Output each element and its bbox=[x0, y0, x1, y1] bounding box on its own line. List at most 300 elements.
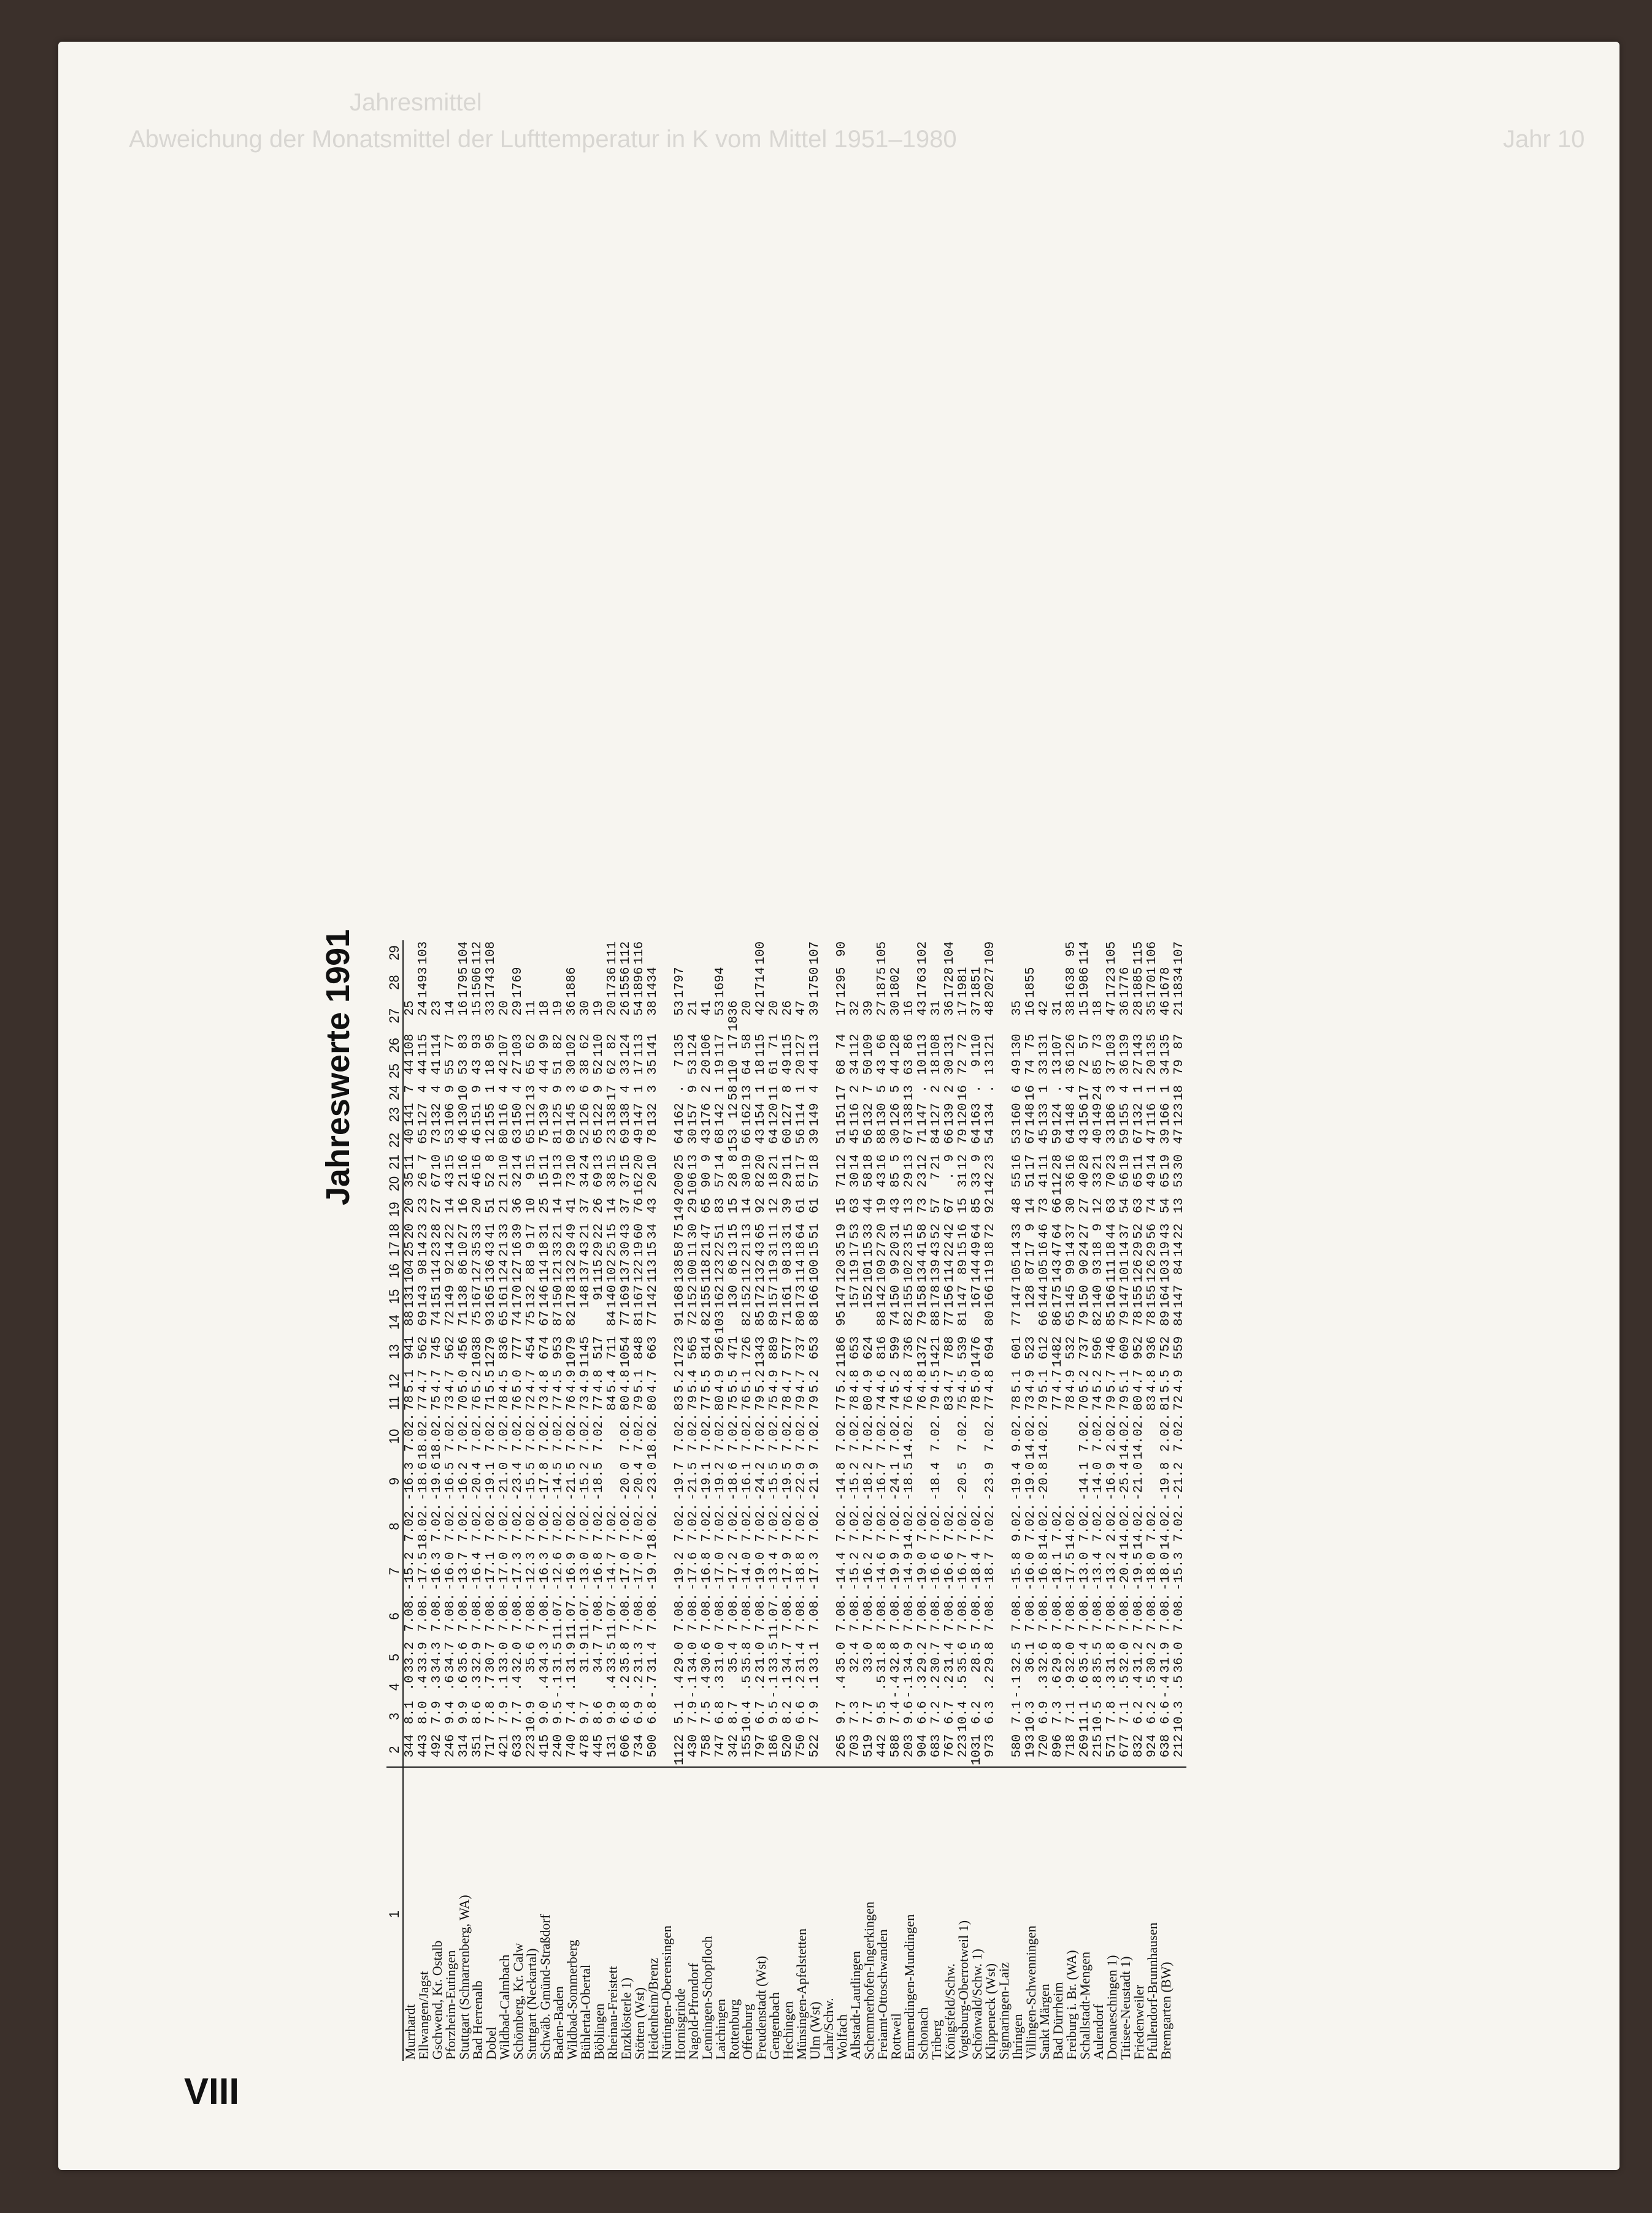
cell bbox=[1092, 940, 1105, 966]
cell: 9 bbox=[686, 1085, 701, 1093]
cell: 79 bbox=[754, 1395, 768, 1411]
cell: 6.2 bbox=[1132, 1701, 1146, 1724]
cell: 132 bbox=[565, 1259, 579, 1283]
cell: 7.4 bbox=[565, 1701, 579, 1724]
cell: 34.0 bbox=[686, 1641, 701, 1673]
cell: -24.2 bbox=[754, 1462, 768, 1501]
cell: 74 bbox=[430, 1310, 444, 1326]
cell: 140 bbox=[605, 1284, 620, 1308]
station-name: Heidenheim/Brenz bbox=[647, 1767, 660, 2061]
cell: 31.4 bbox=[943, 1641, 957, 1673]
station-name: Wildbad-Sommerberg bbox=[566, 1767, 579, 2061]
cell: 27 bbox=[430, 1197, 444, 1214]
cell: 737 bbox=[794, 1336, 809, 1360]
cell: 223 bbox=[956, 1734, 970, 1758]
cell: 139 bbox=[1118, 1034, 1132, 1057]
cell: 10 bbox=[916, 1059, 930, 1075]
cell bbox=[498, 966, 512, 999]
cell bbox=[431, 940, 444, 966]
cell: 736 bbox=[902, 1336, 916, 1360]
cell: 60 bbox=[781, 1129, 795, 1145]
cell: -14.1 bbox=[1078, 1462, 1092, 1501]
station-name: Hornisgrinde bbox=[674, 1767, 687, 2061]
cell: 112 bbox=[1051, 1172, 1065, 1195]
table-row bbox=[498, 940, 512, 2061]
cell: .4 bbox=[511, 1675, 525, 1691]
cell: 162 bbox=[632, 1172, 647, 1195]
cell: 29 bbox=[1132, 1241, 1146, 1257]
cell: 79 bbox=[1118, 1310, 1132, 1326]
cell: -21.2 bbox=[1172, 1462, 1186, 1501]
cell: 31.3 bbox=[632, 1641, 647, 1673]
cell: -21.5 bbox=[686, 1462, 701, 1501]
cell: 7.08. bbox=[430, 1593, 444, 1632]
station-name: Lenningen-Schopfloch bbox=[701, 1767, 714, 2061]
cell: .4 bbox=[700, 1675, 714, 1691]
cell: 20 bbox=[403, 1223, 417, 1239]
cell: 7.08. bbox=[471, 1593, 485, 1632]
cell: 79 bbox=[632, 1395, 647, 1411]
cell: 102 bbox=[902, 1259, 916, 1283]
cell bbox=[997, 1394, 1011, 1412]
cell: 19 bbox=[1118, 1154, 1132, 1170]
cell: 4.9 bbox=[1172, 1369, 1186, 1393]
cell: 102 bbox=[916, 941, 930, 965]
cell: 7.08. bbox=[1172, 1593, 1186, 1632]
cell: 51 bbox=[713, 1223, 728, 1239]
cell bbox=[849, 966, 862, 999]
cell: 14 bbox=[551, 1197, 566, 1214]
cell: 77 bbox=[1051, 1395, 1065, 1411]
table-row bbox=[903, 940, 916, 2061]
cell: 7.02. bbox=[498, 1503, 512, 1542]
cell: 20 bbox=[794, 1059, 809, 1075]
cell: -16.8 bbox=[592, 1552, 606, 1591]
cell: 11 bbox=[524, 1000, 539, 1016]
cell: 38 bbox=[578, 1059, 593, 1075]
cell: -17.3 bbox=[808, 1552, 822, 1591]
cell: 33 bbox=[498, 1223, 512, 1239]
cell: 7.08. bbox=[1091, 1593, 1105, 1632]
cell: 77 bbox=[700, 1395, 714, 1411]
cell: 78 bbox=[1064, 1395, 1078, 1411]
cell: 131 bbox=[605, 1734, 620, 1758]
cell: 44 bbox=[538, 1059, 552, 1075]
cell: 7.02. bbox=[511, 1503, 525, 1542]
cell bbox=[997, 1127, 1011, 1153]
cell: 32 bbox=[511, 1172, 525, 1188]
cell: 98 bbox=[781, 1259, 795, 1275]
cell: 15 bbox=[538, 1172, 552, 1188]
cell: 1 bbox=[1145, 1085, 1159, 1093]
cell: 973 bbox=[983, 1734, 997, 1758]
cell: 7.7 bbox=[862, 1701, 876, 1724]
cell: 87 bbox=[551, 1310, 566, 1326]
cell: 79 bbox=[808, 1395, 822, 1411]
cell: 12 bbox=[484, 1129, 498, 1145]
cell: 539 bbox=[956, 1336, 970, 1360]
cell: 7.08. bbox=[943, 1593, 957, 1632]
cell: 101 bbox=[862, 1259, 876, 1283]
cell: 134 bbox=[916, 1259, 930, 1283]
cell: 726 bbox=[740, 1336, 755, 1360]
cell bbox=[728, 966, 741, 999]
cell bbox=[660, 966, 674, 999]
cell: -17.5 bbox=[1064, 1552, 1078, 1591]
cell: 155 bbox=[1132, 1284, 1146, 1308]
cell: 1054 bbox=[619, 1336, 633, 1367]
cell: 115 bbox=[417, 1034, 431, 1057]
station-name: Rottenburg bbox=[728, 1767, 741, 2061]
cell: -21.0 bbox=[1132, 1462, 1146, 1501]
cell: 53 bbox=[673, 1000, 687, 1016]
cell: 66 bbox=[740, 1129, 755, 1145]
cell: 2 bbox=[943, 1085, 957, 1093]
cell: 193 bbox=[1024, 1734, 1038, 1758]
table-row bbox=[1092, 940, 1105, 2061]
cell: 13 bbox=[902, 1197, 916, 1214]
cell: 84 bbox=[929, 1129, 943, 1145]
cell: 7.08. bbox=[956, 1593, 970, 1632]
cell bbox=[930, 966, 943, 999]
cell: 54 bbox=[983, 1129, 997, 1145]
cell: 20 bbox=[403, 1197, 417, 1214]
cell: 83 bbox=[713, 1197, 728, 1214]
cell: 76 bbox=[511, 1395, 525, 1411]
cell: 4.7 bbox=[1051, 1369, 1065, 1393]
table-row bbox=[525, 940, 539, 2061]
cell: 43 bbox=[916, 1000, 930, 1016]
cell: 7.5 bbox=[700, 1701, 714, 1724]
cell: 152 bbox=[862, 1284, 876, 1308]
cell: 65 bbox=[754, 1223, 768, 1239]
cell: 75 bbox=[767, 1395, 782, 1411]
cell: 64 bbox=[1051, 1223, 1065, 1239]
cell: 16 bbox=[511, 1241, 525, 1257]
cell: 767 bbox=[943, 1734, 957, 1758]
table-row bbox=[930, 940, 943, 2061]
cell: 7 bbox=[673, 1059, 687, 1067]
cell: 112 bbox=[471, 941, 485, 965]
cell bbox=[579, 1674, 593, 1700]
cell: 111 bbox=[605, 941, 620, 965]
cell: 10.9 bbox=[524, 1701, 539, 1732]
table-row bbox=[674, 940, 687, 2061]
cell: -15.3 bbox=[1172, 1552, 1186, 1591]
cell: 82 bbox=[551, 1034, 566, 1049]
cell: 100 bbox=[754, 941, 768, 965]
column-header-27: 27 bbox=[386, 999, 403, 1032]
cell: 30 bbox=[686, 1129, 701, 1145]
cell: -17.3 bbox=[511, 1552, 525, 1591]
cell: 1723 bbox=[673, 1336, 687, 1367]
cell: 114 bbox=[1078, 941, 1092, 965]
cell: 79 bbox=[929, 1395, 943, 1411]
cell: 4.7 bbox=[417, 1369, 431, 1393]
cell: 34.3 bbox=[538, 1641, 552, 1673]
cell bbox=[782, 966, 795, 999]
cell: 43 bbox=[875, 1059, 889, 1075]
cell: 14 bbox=[1145, 1154, 1159, 1170]
cell: 70 bbox=[457, 1395, 471, 1411]
cell: -16.6 bbox=[943, 1552, 957, 1591]
cell: -19.5 bbox=[1132, 1552, 1146, 1591]
cell bbox=[552, 966, 566, 999]
cell: 456 bbox=[457, 1336, 471, 1360]
cell: 82 bbox=[605, 1034, 620, 1049]
cell: 135 bbox=[1159, 1034, 1173, 1057]
cell: 81 bbox=[956, 1310, 970, 1326]
cell: 29 bbox=[565, 1241, 579, 1257]
cell: 14 bbox=[444, 1000, 458, 1016]
cell: 565 bbox=[686, 1336, 701, 1360]
cell: 27 bbox=[511, 1059, 525, 1075]
cell: 168 bbox=[673, 1284, 687, 1308]
cell: 46 bbox=[471, 1129, 485, 1145]
cell: 114 bbox=[430, 1034, 444, 1057]
cell: 5.1 bbox=[632, 1369, 647, 1393]
cell: 84 bbox=[1172, 1259, 1186, 1275]
cell: 7.02. bbox=[524, 1503, 539, 1542]
cell: -13.0 bbox=[1078, 1552, 1092, 1591]
station-name: Schemmerhofen-Ingerkingen bbox=[862, 1767, 876, 2061]
cell: 14.02. bbox=[1118, 1413, 1132, 1460]
cell: 161 bbox=[781, 1284, 795, 1308]
table-row bbox=[916, 940, 930, 2061]
cell: 37 bbox=[619, 1172, 633, 1188]
cell: 342 bbox=[727, 1734, 741, 1758]
cell: 65 bbox=[592, 1129, 606, 1145]
table-row bbox=[768, 940, 782, 2061]
table-row bbox=[782, 940, 795, 2061]
cell: 10 bbox=[524, 1197, 539, 1214]
table-row bbox=[997, 940, 1011, 2061]
cell: 1421 bbox=[929, 1336, 943, 1367]
cell: 165 bbox=[484, 1284, 498, 1308]
cell: 17 bbox=[632, 1059, 647, 1075]
cell: 5.2 bbox=[471, 1369, 485, 1393]
cell: 63 bbox=[902, 1059, 916, 1075]
cell: 896 bbox=[1051, 1734, 1065, 1758]
cell: 7.08. bbox=[1024, 1593, 1038, 1632]
cell bbox=[997, 940, 1011, 966]
cell: 17 bbox=[794, 1154, 809, 1170]
cell: 136 bbox=[484, 1259, 498, 1283]
data-table bbox=[386, 940, 1186, 2061]
cell: 43 bbox=[700, 1129, 714, 1145]
cell: 64 bbox=[794, 1223, 809, 1239]
cell: 16 bbox=[457, 1000, 471, 1016]
cell bbox=[539, 940, 552, 966]
cell bbox=[593, 940, 606, 966]
cell: 7.02. bbox=[1145, 1503, 1159, 1542]
cell: 7.02. bbox=[430, 1503, 444, 1542]
cell: 7.02. bbox=[983, 1503, 997, 1542]
table-row bbox=[431, 940, 444, 2061]
cell: 7.08. bbox=[862, 1593, 876, 1632]
cell: 7 bbox=[929, 1172, 943, 1180]
cell: 67 bbox=[902, 1129, 916, 1145]
cell: -13.4 bbox=[1091, 1552, 1105, 1591]
cell: 67 bbox=[430, 1172, 444, 1188]
cell: 7.02. bbox=[916, 1503, 930, 1542]
cell: 15 bbox=[808, 1241, 822, 1257]
cell: 75 bbox=[956, 1395, 970, 1411]
cell: 68 bbox=[713, 1129, 728, 1145]
cell: 72 bbox=[444, 1310, 458, 1326]
cell: 4.8 bbox=[916, 1369, 930, 1393]
cell: 93 bbox=[484, 1310, 498, 1326]
cell: 711 bbox=[605, 1336, 620, 1360]
cell: 120 bbox=[835, 1259, 849, 1283]
cell: 71 bbox=[767, 1034, 782, 1049]
cell: 4.8 bbox=[848, 1369, 862, 1393]
cell bbox=[606, 1461, 620, 1502]
cell: 6.9 bbox=[1037, 1701, 1051, 1724]
cell bbox=[552, 940, 566, 966]
cell: 20 bbox=[1145, 1059, 1159, 1075]
cell: 20 bbox=[605, 1000, 620, 1016]
cell: 57 bbox=[1078, 1034, 1092, 1049]
cell: 7.02. bbox=[889, 1503, 903, 1542]
cell: 128 bbox=[1024, 1284, 1038, 1308]
cell: -16.4 bbox=[471, 1552, 485, 1591]
cell: 157 bbox=[848, 1284, 862, 1308]
cell: 7.02. bbox=[929, 1503, 943, 1542]
cell: .1 bbox=[781, 1675, 795, 1691]
cell: 51 bbox=[835, 1129, 849, 1145]
cell: 5 bbox=[889, 1085, 903, 1093]
cell: 6.2 bbox=[970, 1701, 984, 1724]
cell: 31.4 bbox=[646, 1641, 660, 1673]
cell bbox=[1011, 966, 1024, 999]
cell: 17 bbox=[835, 1085, 849, 1101]
cell: 1981 bbox=[956, 967, 970, 998]
cell: .7 bbox=[484, 1675, 498, 1691]
cell: 7.08. bbox=[740, 1593, 755, 1632]
cell: 34 bbox=[646, 1223, 660, 1239]
cell: 82 bbox=[902, 1310, 916, 1326]
station-name: Gengenbach bbox=[768, 1767, 782, 2061]
cell: 30.2 bbox=[1145, 1641, 1159, 1673]
cell: 7.02. bbox=[444, 1413, 458, 1452]
cell: 7.02. bbox=[498, 1413, 512, 1452]
cell: 126 bbox=[1132, 1259, 1146, 1283]
cell: 5.2 bbox=[835, 1369, 849, 1393]
cell: 7.02. bbox=[713, 1503, 728, 1542]
cell: 9.5 bbox=[551, 1701, 566, 1724]
cell: 4.9 bbox=[578, 1369, 593, 1393]
cell: 112 bbox=[848, 1034, 862, 1057]
cell: 8.1 bbox=[403, 1701, 417, 1724]
station-name: Donaueschingen 1) bbox=[1105, 1767, 1119, 2061]
station-name: Wolfach bbox=[836, 1767, 849, 2061]
cell bbox=[660, 1368, 674, 1394]
cell bbox=[997, 966, 1011, 999]
cell: 141 bbox=[403, 1103, 417, 1127]
cell: 848 bbox=[632, 1336, 647, 1360]
cell bbox=[1024, 940, 1038, 966]
cell bbox=[997, 1461, 1011, 1502]
station-name: Schönwald/Schw. 1) bbox=[970, 1767, 984, 2061]
cell: 223 bbox=[524, 1734, 539, 1758]
cell: 27 bbox=[1078, 1197, 1092, 1214]
cell: 7.02. bbox=[457, 1503, 471, 1542]
cell bbox=[822, 1222, 836, 1240]
cell: 105 bbox=[875, 941, 889, 965]
cell: 62 bbox=[578, 1034, 593, 1049]
cell: .5 bbox=[1145, 1675, 1159, 1691]
cell: 52 bbox=[484, 1172, 498, 1188]
cell: 88 bbox=[808, 1310, 822, 1326]
cell: 105 bbox=[1037, 1259, 1051, 1283]
cell: 15 bbox=[727, 1223, 741, 1239]
cell: . bbox=[943, 1172, 957, 1180]
cell: 2027 bbox=[983, 967, 997, 998]
cell: 4.6 bbox=[875, 1369, 889, 1393]
cell: -21.5 bbox=[565, 1462, 579, 1501]
cell: 46 bbox=[457, 1129, 471, 1145]
cell: 7.9 bbox=[808, 1701, 822, 1724]
cell: 31.4 bbox=[794, 1641, 809, 1673]
cell: 169 bbox=[619, 1284, 633, 1308]
cell: 103 bbox=[1105, 1034, 1119, 1057]
cell: 7.02. bbox=[767, 1503, 782, 1542]
cell: 157 bbox=[767, 1284, 782, 1308]
cell: -19.4 bbox=[1010, 1462, 1024, 1501]
cell: 82 bbox=[740, 1310, 755, 1326]
cell: 4.7 bbox=[1132, 1369, 1146, 1393]
cell: 124 bbox=[686, 1034, 701, 1057]
cell: 73 bbox=[1024, 1395, 1038, 1411]
cell: 75 bbox=[673, 1223, 687, 1239]
cell: 32.0 bbox=[1118, 1641, 1132, 1673]
cell: 130 bbox=[457, 1103, 471, 1127]
cell: 23 bbox=[417, 1223, 431, 1239]
cell: 15 bbox=[524, 1154, 539, 1170]
cell bbox=[1159, 940, 1173, 966]
cell: -15.2 bbox=[403, 1552, 417, 1591]
cell: -18.0 bbox=[1159, 1552, 1173, 1591]
cell: 34.7 bbox=[592, 1641, 606, 1673]
cell: 43 bbox=[875, 1172, 889, 1188]
cell: 23 bbox=[916, 1172, 930, 1188]
cell: 10 bbox=[646, 1154, 660, 1170]
cell: 52 bbox=[578, 1129, 593, 1145]
cell: 33 bbox=[970, 1172, 984, 1188]
cell: 73 bbox=[565, 1172, 579, 1188]
cell: 74 bbox=[511, 1310, 525, 1326]
cell bbox=[1092, 966, 1105, 999]
cell bbox=[660, 1335, 674, 1368]
cell: 107 bbox=[1051, 1034, 1065, 1057]
cell: 36 bbox=[565, 1000, 579, 1016]
cell bbox=[579, 940, 593, 966]
cell: 36.1 bbox=[1024, 1641, 1038, 1673]
cell: 158 bbox=[916, 1284, 930, 1308]
cell: 1 bbox=[632, 1085, 647, 1093]
cell: 7.1 bbox=[1064, 1701, 1078, 1724]
cell: 78 bbox=[646, 1129, 660, 1145]
cell: 6.2 bbox=[1145, 1701, 1159, 1724]
column-header-14: 14 bbox=[386, 1310, 403, 1335]
cell: 2 bbox=[700, 1085, 714, 1093]
cell: .4 bbox=[835, 1675, 849, 1691]
cell: 58 bbox=[916, 1223, 930, 1239]
cell: 33.5 bbox=[767, 1641, 782, 1673]
cell: 6 bbox=[1010, 1085, 1024, 1093]
cell: 788 bbox=[943, 1336, 957, 1360]
